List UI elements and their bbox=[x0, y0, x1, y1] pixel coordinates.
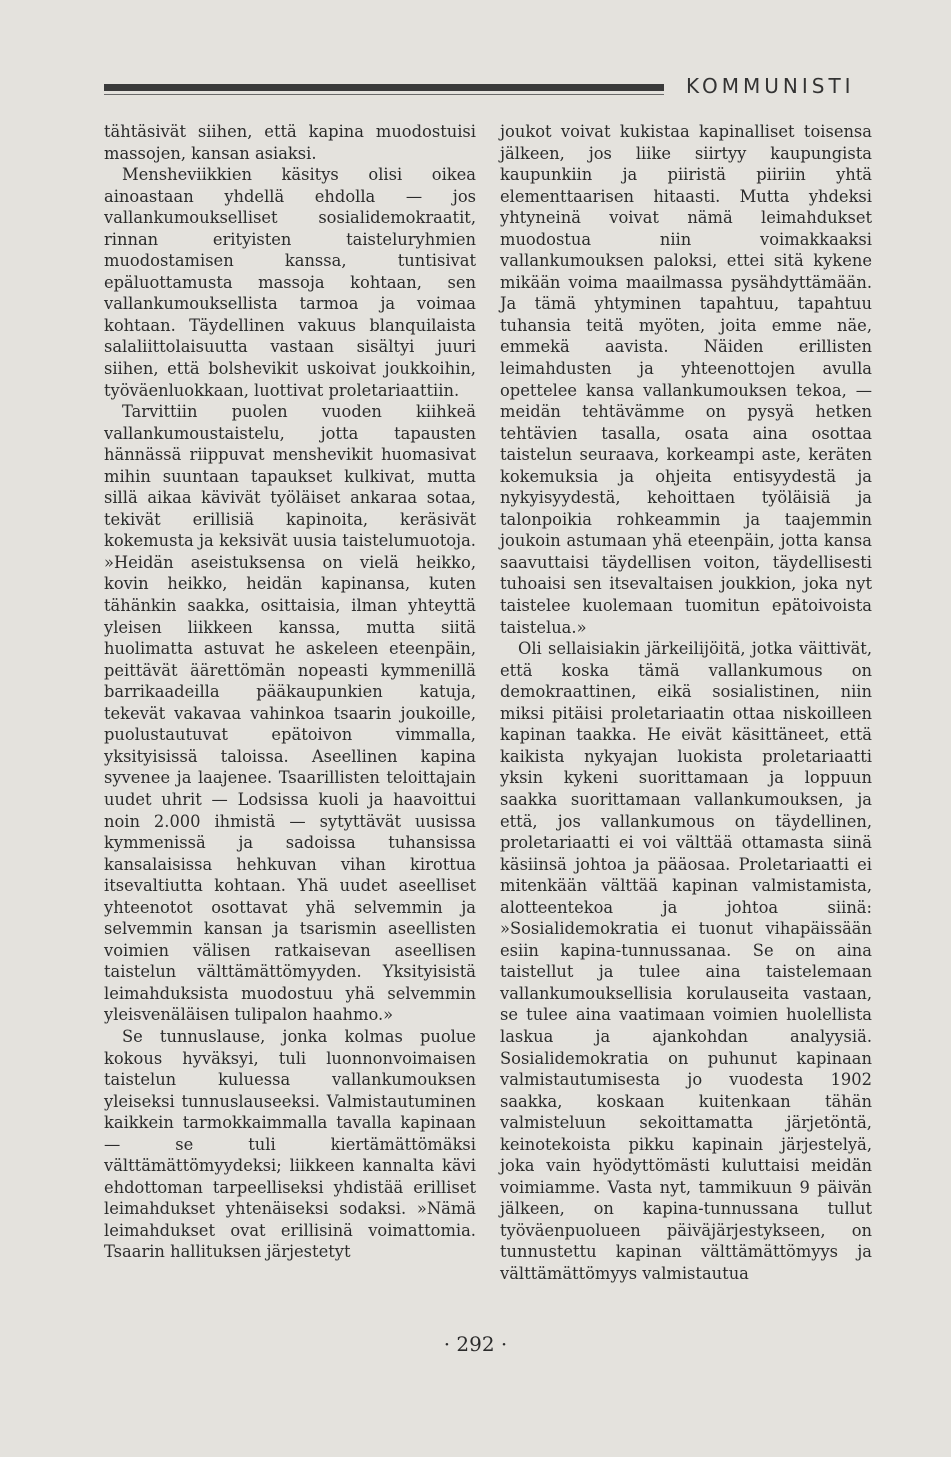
header-rule-thin bbox=[104, 94, 664, 95]
header-rule bbox=[104, 84, 664, 91]
running-head: KOMMUNISTI bbox=[686, 74, 855, 98]
paragraph: Tarvittiin puolen vuoden kiihkeä vallankumoustaistelu, jotta tapausten hännässä riippuvat menshevikit huomasivat mihin suuntaan tapaukset kulkivat, mutta sillä aikaa kävivät työläiset ankaraa sotaa, tekivät erillisiä kapinoita, keräsivät kokemusta ja keksivät uusia taistelumuotoja. »Heidän aseistuksensa on vielä heikko, kovin heikko, heidän kapinansa, kuten tähänkin saakka, osittaisia, ilman yhteyttä yleisen liikkeen kanssa, mutta siitä huolimatta astuvat he askeleen eteenpäin, peittävät äärettömän nopeasti kymmenillä barrikaadeilla pääkaupunkien katuja, tekevät vakavaa vahinkoa tsaarin joukoille, puolustautuvat epätoivon vimmalla, yksityisissä taloissa. Aseellinen kapina syvenee ja laajenee. Tsaarillisten teloittajain uudet uhrit — Lodsissa kuoli ja haavoittui noin 2.000 ihmistä — sytyttävät uusissa kymmenissä ja sadoissa tuhansissa kansalaisissa hehkuvan vihan kirottua itsevaltiutta kohtaan. Yhä uudet aseelliset yhteenotot osottavat yhä selvemmin ja selvemmin kansan ja tsarismin aseellisten voimien välisen ratkaisevan aseellisen taistelun välttämättömyyden. Yksityisistä leimahduksista muodostuu yhä selvemmin yleisvenäläisen tulipalon haahmo.» bbox=[104, 402, 476, 1025]
paragraph: Mensheviikkien käsitys olisi oikea ainoastaan yhdellä ehdolla — jos vallankumoukselliset sosialidemokraatit, rinnan erityisten taisteluryhmien muodostamisen kanssa, tuntisivat epäluottamusta massoja kohtaan, sen vallankumouksellista tarmoa ja voimaa kohtaan. Täydellinen vakuus blanquilaista salaliittolaisuutta vastaan sisältyi juuri siihen, että bolshevikit uskoivat joukkoihin, työväenluokkaan, luottivat proletariaattiin. bbox=[104, 165, 476, 400]
right-column bbox=[500, 121, 872, 1285]
page-number: · 292 · bbox=[443, 1332, 508, 1356]
paragraph: tähtäsivät siihen, että kapina muodostuisi massojen, kansan asiaksi. bbox=[104, 122, 476, 163]
paragraph: Se tunnuslause, jonka kolmas puolue kokous hyväksyi, tuli luonnonvoimaisen taistelun kuluessa vallankumouksen yleiseksi tunnuslauseeksi. Valmistautuminen kaikkein tarmokkaimmalla tavalla kapinaan — se tuli kiertämättömäksi välttämättömyydeksi; liikkeen kannalta kävi ehdottoman tarpeelliseksi yhdistää erilliset leimahdukset yhtenäiseksi sodaksi. »Nämä leimahdukset ovat erillisinä voimattomia. Tsaarin hallituksen järjestetyt bbox=[104, 1026, 476, 1262]
left-column bbox=[104, 121, 476, 1263]
paragraph: Oli sellaisiakin järkeilijöitä, jotka väittivät, että koska tämä vallankumous on demokraattinen, eikä sosialistinen, niin miksi pitäisi proletariaatin ottaa niskoilleen kapinan taakka. He eivät käsittäneet, että kaikista nykyajan luokista proletariaatti yksin kykeni suorittamaan ja loppuun saakka suorittamaan vallankumouksen, ja että, jos vallankumous on täydellinen, proletariaatti ei voi välttää ottamasta siinä käsiinsä johtoa ja pääosaa. Proletariaatti ei mitenkään välttää kapinan valmistamista, alotteentekoa ja johtoa siinä: »Sosialidemokratia ei tuonut vihapäissään esiin kapina-tunnussanaa. Se on aina taistellut ja tulee aina taistelemaan vallankumouksellisia korulauseita vastaan, se tulee aina vaatimaan voimien huolellista laskua ja ajankohdan analyysiä. Sosialidemokratia on puhunut kapinaan valmistautumisesta jo vuodesta 1902 saakka, koskaan kuitenkaan tähän valmisteluun sekoittamatta järjetöntä, keinotekoista pikku kapinain järjestelyä, joka vain hyödyttömästi kuluttaisi meidän voimiamme. Vasta nyt, tammikuun 9 päivän jälkeen, on kapina-tunnussana tullut työväenpuolueen päiväjärjestykseen, on tunnustettu kapinan välttämättömyys ja välttämättömyys valmistautua bbox=[500, 639, 872, 1283]
paragraph: joukot voivat kukistaa kapinalliset toisensa jälkeen, jos liike siirtyy kaupungista kaupunkiin ja piiristä piiriin yhtä elementtaarisen hitaasti. Mutta yhdeksi yhtyneinä voivat nämä leimahdukset muodostua niin voimakkaaksi vallankumouksen paloksi, ettei sitä kykene mikään voima maailmassa pysähdyttämään. Ja tämä yhtyminen tapahtuu, tapahtuu tuhansia teitä myöten, joita emme näe, emmekä aavista. Näiden erillisten leimahdusten ja yhteenottojen avulla opettelee kansa vallankumouksen tekoa, — meidän tehtävämme on pysyä hetken tehtävien tasalla, osata aina osottaa taistelun seuraava, korkeampi aste, keräten kokemuksia ja ohjeita entisyydestä ja nykyisyydestä, kehoittaen työläisiä ja talonpoikia rohkeammin ja taajemmin joukoin astumaan yhä eteenpäin, jotta kansa saavuttaisi täydellisen voiton, täydellisesti tuhoaisi sen itsevaltaisen joukkion, joka nyt taistelee kuolemaan tuomitun epätoivoista taistelua.» bbox=[500, 122, 872, 637]
